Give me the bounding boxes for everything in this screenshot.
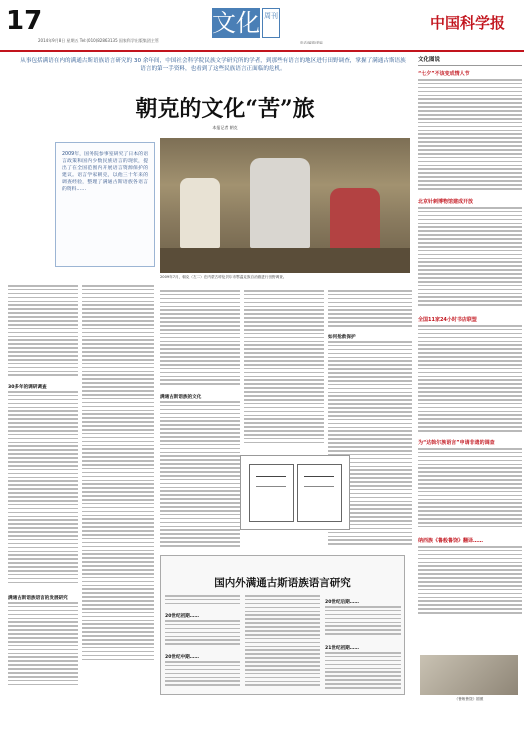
conference-item-3: 20世纪后期…… [325,600,359,605]
field-survey-photo [160,138,410,273]
sidebar-item-4: 为“达斡尔族语言”申请非遗的调查 [418,440,495,446]
conference-title: 国内外满通古斯语族语言研究 [214,577,351,589]
section-heading-2: 满通古斯语族语言的发展研究 [8,596,68,601]
article-byline: 本报记者 朝克 [212,125,238,130]
conference-col-1 [165,595,240,693]
conference-col-2 [245,595,320,693]
section-heading-1: 30多年的调研调查 [8,385,47,390]
sidebar-photo-caption: 《鲁般鲁饶》剧照 [454,697,484,701]
sidebar-item-5: 纳西族《鲁般鲁饶》翻译…… [418,538,484,544]
section-subtitle-box: 周刊 [262,8,280,38]
page-number: 17 [6,6,43,36]
intro-box: 2009年，国务院参事室研究了日本的语言政策和国内少数民族语言的现状，提出了在全国范围内开展语言资源保护的建议。语言学家朝克，以他三十年来的调查经验，整理了满通古斯语族各语言的资料…… [55,142,155,267]
header-right-meta: 电话/编辑/美编 [300,41,323,44]
body-column-1 [8,285,78,695]
sidebar [418,55,522,700]
book-cover-image [240,455,350,530]
body-column-2 [82,285,154,695]
newspaper-brand-logo: 中国科学报 [430,14,506,32]
conference-item-1: 20世纪初期…… [165,614,199,619]
section-title-box: 文化 [212,9,260,37]
photo-caption: 2009年7月，朝克（左二）在内蒙古呼伦贝尔市鄂温克族自治旗进行田野调查。 [160,275,287,279]
section-heading-4: 满通古斯语族的文化 [160,395,202,400]
body-column-4 [244,290,324,450]
sidebar-item-3: 全国11家24小时书店联盟 [418,317,477,323]
conference-col-3 [325,595,401,693]
article-lead: 从事包括满语在内的满通古斯语族语言研究的 30 余年间，中国社会科学院民族文学研究所的学者，到那些有语言的地区进行田野调查，掌握了满通古斯语族语言的第一手资料，也看到了这些民族语言正面临的危机。 [20,58,406,72]
article-title: 朝克的文化“苦”旅 [135,96,315,122]
conference-item-2: 20世纪中期…… [165,655,199,660]
sidebar-item-1: “七夕”不该变成情人节 [418,71,470,77]
sidebar-item-2: 北京针刺博物馆建成开放 [418,199,474,205]
header-meta: 2014年9月8日 星期五 Tel:(010)82863135 国家科学出版集团主管 [38,38,159,43]
conference-item-4: 21世纪初期…… [325,646,359,651]
sidebar-heading: 文化图说 [418,55,522,66]
sidebar-photo [420,655,518,695]
section-heading-3: 如何抢救保护 [328,335,356,340]
body-column-3 [160,290,240,550]
header-rule [0,50,524,52]
